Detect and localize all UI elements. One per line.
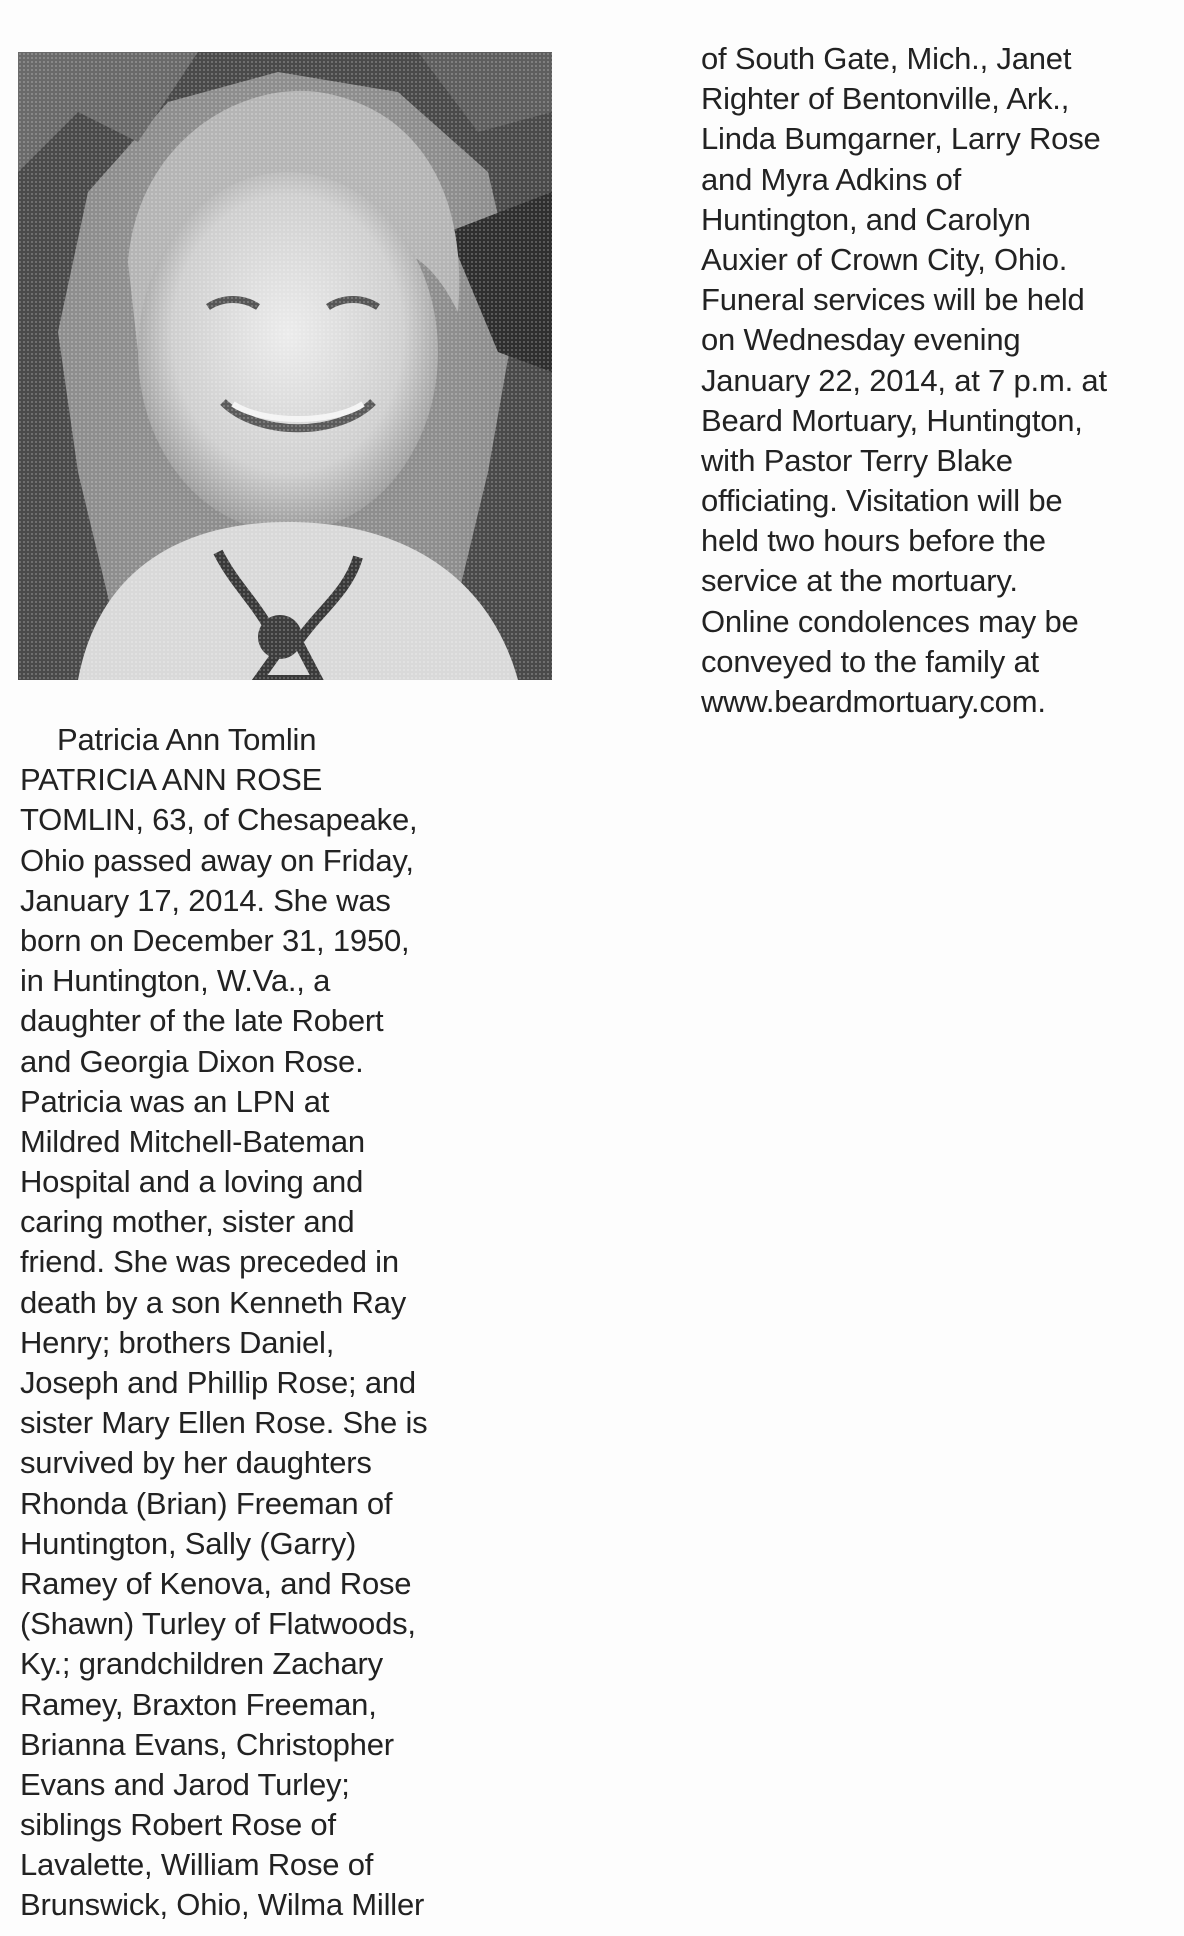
portrait-photo: [18, 52, 552, 680]
text-line: Joseph and Phillip Rose; and: [20, 1365, 416, 1400]
text-line: Ohio passed away on Friday,: [20, 842, 414, 878]
text-line: officiating. Visitation will be: [701, 483, 1063, 519]
obituary-heading-name: Patricia Ann Tomlin: [57, 722, 317, 757]
text-line: Evans and Jarod Turley;: [20, 1766, 350, 1802]
text-line: Brunswick, Ohio, Wilma Miller: [20, 1887, 425, 1923]
text-line: Righter of Bentonville, Ark.,: [701, 81, 1070, 117]
text-line: Beard Mortuary, Huntington,: [701, 402, 1083, 438]
text-line: on Wednesday evening: [701, 322, 1021, 358]
text-line: friend. She was preceded in: [20, 1244, 399, 1280]
text-line: and Georgia Dixon Rose.: [20, 1043, 364, 1079]
text-line: Hospital and a loving and: [20, 1164, 364, 1200]
text-line: of South Gate, Mich., Janet: [701, 41, 1072, 76]
text-line: Ky.; grandchildren Zachary: [20, 1646, 383, 1682]
text-line: Funeral services will be held: [701, 282, 1085, 318]
obituary-text-right-column: [701, 39, 1107, 722]
text-line: Mildred Mitchell-Bateman: [20, 1123, 365, 1159]
text-line: Huntington, Sally (Garry): [20, 1525, 357, 1561]
text-line: Brianna Evans, Christopher: [20, 1726, 394, 1762]
text-line: Patricia was an LPN at: [20, 1083, 330, 1119]
text-line: service at the mortuary.: [701, 563, 1018, 599]
text-line: Lavalette, William Rose of: [20, 1847, 374, 1883]
text-line: caring mother, sister and: [20, 1204, 355, 1240]
text-line: (Shawn) Turley of Flatwoods,: [20, 1606, 416, 1642]
text-line: Ramey of Kenova, and Rose: [20, 1565, 412, 1601]
text-line: conveyed to the family at: [701, 643, 1039, 679]
text-line: held two hours before the: [701, 523, 1046, 559]
text-line: Rhonda (Brian) Freeman of: [20, 1485, 393, 1521]
text-line: daughter of the late Robert: [20, 1003, 384, 1039]
text-line: death by a son Kenneth Ray: [20, 1284, 407, 1320]
text-line: sister Mary Ellen Rose. She is: [20, 1405, 428, 1441]
text-line: Online condolences may be: [701, 603, 1079, 639]
text-line: siblings Robert Rose of: [20, 1807, 336, 1843]
text-line: Henry; brothers Daniel,: [20, 1324, 335, 1360]
text-line: TOMLIN, 63, of Chesapeake,: [20, 802, 418, 838]
text-line: Ramey, Braxton Freeman,: [20, 1686, 377, 1722]
text-line: with Pastor Terry Blake: [701, 442, 1013, 478]
text-line: survived by her daughters: [20, 1445, 372, 1481]
text-line: PATRICIA ANN ROSE: [20, 762, 323, 798]
text-line: Linda Bumgarner, Larry Rose: [701, 121, 1101, 157]
text-line: January 22, 2014, at 7 p.m. at: [701, 362, 1107, 398]
funeral-home-website: www.beardmortuary.com.: [701, 684, 1046, 719]
text-line: in Huntington, W.Va., a: [20, 963, 331, 999]
text-line: January 17, 2014. She was: [20, 882, 391, 918]
obituary-text-left-column: [20, 720, 427, 1926]
text-line: born on December 31, 1950,: [20, 922, 410, 958]
text-line: Huntington, and Carolyn: [701, 201, 1031, 237]
text-line: Auxier of Crown City, Ohio.: [701, 241, 1068, 277]
text-line: and Myra Adkins of: [701, 161, 962, 197]
